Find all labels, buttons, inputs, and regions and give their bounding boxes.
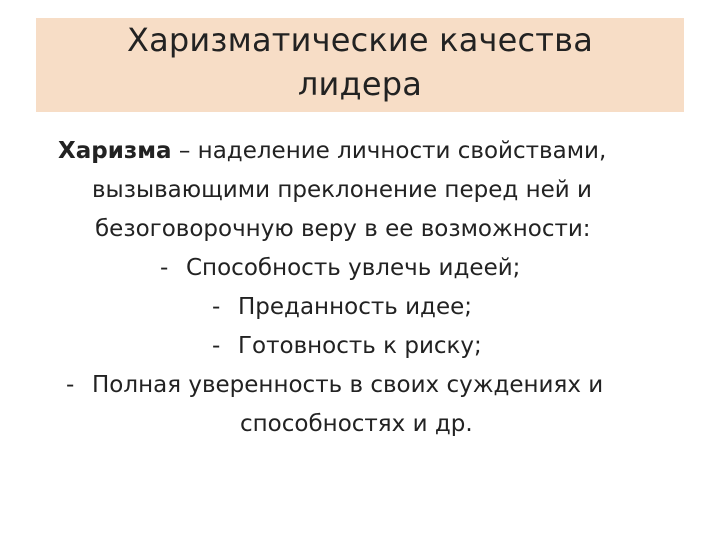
list-item (0, 288, 720, 327)
title-line-2: лидера (297, 65, 423, 103)
bullet-dash: - (66, 372, 75, 398)
list-item-text: Преданность идее; (238, 294, 472, 320)
bullet-dash: - (212, 294, 221, 320)
list-item (0, 366, 720, 405)
title-line-1: Харизматические качества (126, 21, 594, 59)
definition-line-3: безоговорочную веру в ее возможности: (95, 216, 591, 242)
list-item (0, 249, 720, 288)
slide-body (0, 132, 720, 444)
bullet-dash: - (160, 255, 169, 281)
bullet-dash: - (212, 333, 221, 359)
list-item (0, 327, 720, 366)
definition-line-2: вызывающими преклонение перед ней и (92, 177, 592, 203)
definition-line-1 (0, 132, 720, 171)
list-item-text: Готовность к риску; (238, 333, 482, 359)
list-item-text: Способность увлечь идеей; (186, 255, 521, 281)
list-item-text: Полная уверенность в своих суждениях и (92, 372, 604, 398)
definition-text: – наделение личности свойствами, (171, 138, 607, 164)
slide-title (36, 18, 684, 106)
definition-term: Харизма (58, 138, 172, 164)
list-item-continuation: способностях и др. (240, 411, 473, 437)
